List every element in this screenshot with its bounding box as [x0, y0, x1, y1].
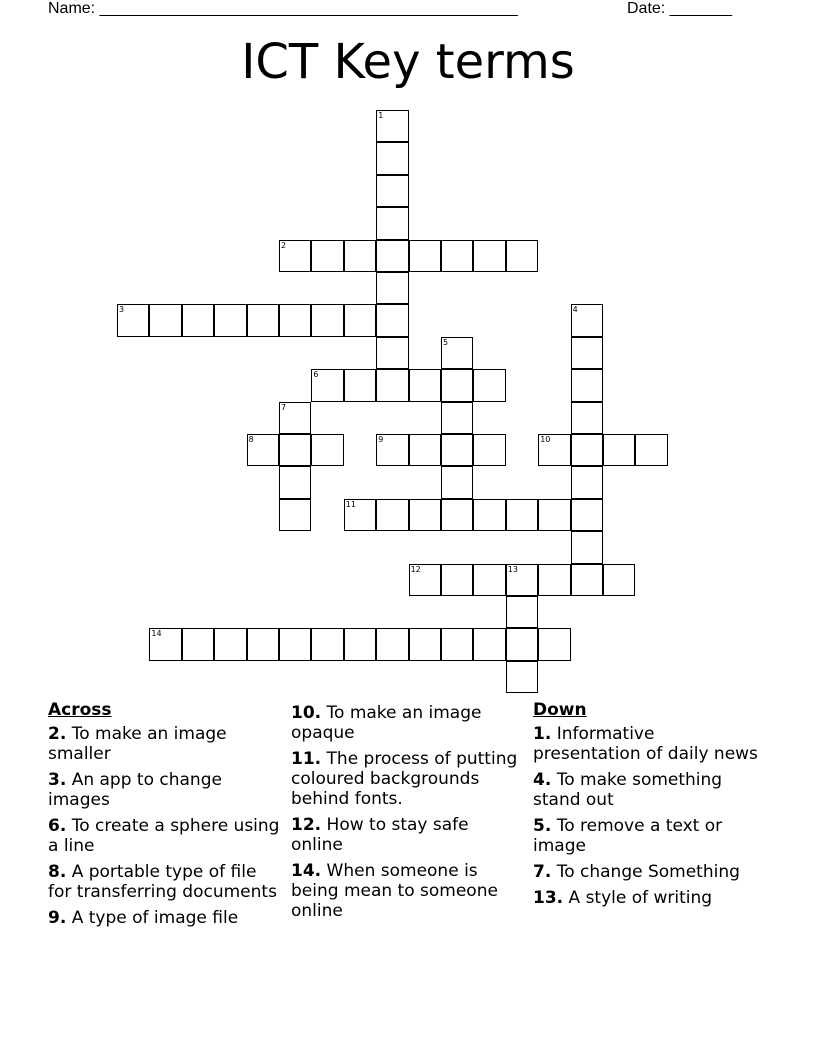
across-list-1 [48, 724, 280, 928]
grid-cell[interactable] [376, 175, 408, 207]
grid-cell[interactable] [473, 434, 505, 466]
name-field[interactable]: Name: _______________________________________________ [48, 0, 518, 17]
clue-text: When someone is being mean to someone online [291, 861, 498, 921]
grid-cell[interactable] [441, 402, 473, 434]
clue-number-label: 14. [291, 861, 322, 881]
grid-cell[interactable] [344, 304, 376, 336]
grid-cell[interactable] [376, 499, 408, 531]
clue-item [533, 770, 765, 810]
grid-cell[interactable] [279, 499, 311, 531]
grid-cell[interactable] [473, 499, 505, 531]
across-heading: Across [48, 700, 112, 720]
grid-cell[interactable] [214, 304, 246, 336]
clue-text: To create a sphere using a line [48, 816, 280, 856]
clue-number-label: 3. [48, 770, 67, 790]
grid-cell[interactable] [376, 272, 408, 304]
clue-text: To make an image opaque [291, 703, 482, 743]
grid-cell[interactable] [311, 628, 343, 660]
grid-cell[interactable] [376, 240, 408, 272]
grid-cell[interactable] [441, 369, 473, 401]
grid-cell[interactable] [441, 434, 473, 466]
date-field[interactable]: Date: _______ [627, 0, 732, 17]
clue-text: To change Something [556, 862, 740, 882]
grid-cell[interactable] [376, 369, 408, 401]
grid-cell[interactable] [571, 466, 603, 498]
clue-number-label: 9. [48, 908, 67, 928]
grid-cell[interactable] [538, 628, 570, 660]
grid-cell[interactable] [473, 240, 505, 272]
clue-item [48, 816, 280, 856]
clue-number: 5 [443, 337, 449, 347]
clue-text: To make an image smaller [48, 724, 227, 764]
across-clues-column-1 [48, 700, 280, 934]
grid-cell[interactable] [571, 531, 603, 563]
clue-item [48, 908, 280, 928]
clue-number-label: 2. [48, 724, 67, 744]
clue-number: 13 [507, 564, 518, 574]
across-clues-column-2 [291, 703, 523, 927]
grid-cell[interactable] [441, 499, 473, 531]
grid-cell[interactable] [571, 434, 603, 466]
grid-cell[interactable] [603, 434, 635, 466]
clue-text: Informative presentation of daily news [533, 724, 758, 764]
clue-number-label: 13. [533, 888, 564, 908]
clue-text: An app to change images [48, 770, 222, 810]
clue-text: A portable type of file for transferring documents [48, 862, 277, 902]
clue-text: To make something stand out [533, 770, 723, 810]
grid-cell[interactable] [571, 564, 603, 596]
clue-number: 6 [313, 370, 319, 380]
clue-number-label: 11. [291, 749, 322, 769]
grid-cell[interactable] [409, 240, 441, 272]
grid-cell[interactable] [311, 240, 343, 272]
grid-cell[interactable] [506, 661, 538, 693]
clue-number-label: 12. [291, 815, 322, 835]
clue-number: 7 [281, 402, 287, 412]
down-clues-column [533, 700, 765, 914]
grid-cell[interactable] [506, 499, 538, 531]
grid-cell[interactable] [635, 434, 667, 466]
grid-cell[interactable] [279, 466, 311, 498]
grid-cell[interactable] [409, 499, 441, 531]
clue-number: 9 [378, 435, 384, 444]
clue-item [291, 703, 523, 743]
grid-cell[interactable] [279, 304, 311, 336]
grid-cell[interactable] [376, 628, 408, 660]
grid-cell[interactable] [409, 369, 441, 401]
clue-number: 10 [540, 435, 551, 444]
clue-text: A type of image file [71, 908, 239, 928]
grid-cell[interactable] [247, 304, 279, 336]
grid-cell[interactable] [182, 628, 214, 660]
grid-cell[interactable] [149, 304, 181, 336]
grid-cell[interactable] [441, 466, 473, 498]
clue-item [291, 749, 523, 809]
grid-cell[interactable] [344, 628, 376, 660]
clue-item [533, 724, 765, 764]
grid-cell[interactable] [376, 304, 408, 336]
grid-cell[interactable] [506, 596, 538, 628]
clue-number-label: 5. [533, 816, 552, 836]
grid-cell[interactable] [214, 628, 246, 660]
grid-cell[interactable] [311, 434, 343, 466]
grid-cell[interactable] [473, 628, 505, 660]
clue-item [291, 815, 523, 855]
clue-number: 11 [345, 499, 356, 509]
clue-item [48, 724, 280, 764]
clue-number-label: 8. [48, 862, 67, 882]
down-list [533, 724, 765, 908]
grid-cell[interactable] [441, 628, 473, 660]
clue-item [533, 888, 765, 908]
clue-number-label: 7. [533, 862, 552, 882]
grid-cell[interactable] [344, 240, 376, 272]
clue-text: A style of writing [568, 888, 713, 908]
grid-cell[interactable] [311, 304, 343, 336]
grid-cell[interactable] [247, 628, 279, 660]
grid-cell[interactable] [182, 304, 214, 336]
clue-number-label: 4. [533, 770, 552, 790]
clue-item [48, 862, 280, 902]
grid-cell[interactable] [376, 337, 408, 369]
grid-cell[interactable] [344, 369, 376, 401]
clue-text: The process of putting coloured backgrounds behind fonts. [291, 749, 518, 809]
clue-number: 8 [248, 435, 254, 444]
grid-cell[interactable] [571, 337, 603, 369]
clue-item [533, 862, 765, 882]
grid-cell[interactable] [473, 369, 505, 401]
grid-cell[interactable] [603, 564, 635, 596]
grid-cell[interactable] [279, 628, 311, 660]
clue-text: How to stay safe online [291, 815, 469, 855]
grid-cell[interactable] [409, 628, 441, 660]
grid-cell[interactable] [506, 628, 538, 660]
grid-cell[interactable] [538, 564, 570, 596]
grid-cell[interactable] [571, 499, 603, 531]
clue-number-label: 1. [533, 724, 552, 744]
clue-text: To remove a text or image [533, 816, 723, 856]
clue-item [533, 816, 765, 856]
down-heading: Down [533, 700, 587, 720]
grid-cell[interactable] [571, 369, 603, 401]
grid-cell[interactable] [409, 434, 441, 466]
clue-number: 1 [378, 111, 384, 120]
clue-number: 3 [119, 305, 125, 315]
clue-number: 12 [410, 564, 421, 574]
grid-cell[interactable] [538, 499, 570, 531]
clue-item [48, 770, 280, 810]
clue-number: 14 [151, 629, 162, 639]
clue-number-label: 6. [48, 816, 67, 836]
grid-cell[interactable] [279, 434, 311, 466]
clue-number-label: 10. [291, 703, 322, 723]
clue-number: 4 [572, 305, 578, 315]
clue-number: 2 [281, 240, 287, 250]
clue-item [291, 861, 523, 921]
across-list-2 [291, 703, 523, 921]
page-title: ICT Key terms [241, 34, 575, 90]
grid-cell[interactable] [506, 240, 538, 272]
grid-cell[interactable] [473, 564, 505, 596]
grid-cell[interactable] [376, 207, 408, 239]
grid-cell[interactable] [441, 564, 473, 596]
grid-cell[interactable] [376, 142, 408, 174]
grid-cell[interactable] [571, 402, 603, 434]
grid-cell[interactable] [441, 240, 473, 272]
